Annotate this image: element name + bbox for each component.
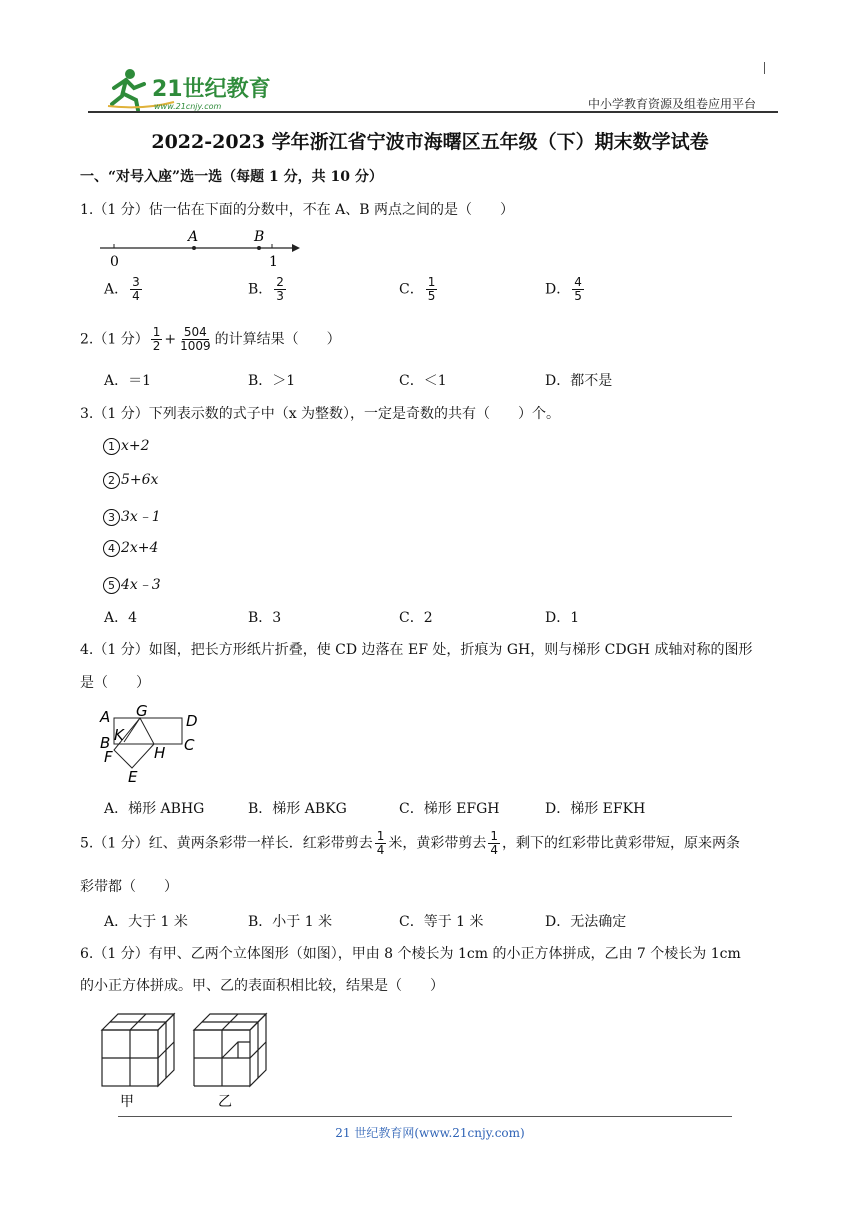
q5-option-b[interactable]: B．小于 1 米 — [248, 914, 333, 930]
q5-option-c[interactable]: C．等于 1 米 — [399, 914, 484, 930]
fold-rectangle-figure — [98, 702, 208, 788]
q2-option-b[interactable]: B．＞1 — [248, 373, 296, 389]
q6-stem-line1: 6.（1 分）有甲、乙两个立体图形（如图），甲由 8 个棱长为 1cm 的小正方体拼成，乙由 7 个棱长为 1cm — [80, 946, 741, 962]
q1-stem: 1.（1 分）估一估在下面的分数中，不在 A、B 两点之间的是（ ） — [80, 202, 515, 218]
q3-option-c[interactable]: C．2 — [399, 610, 433, 626]
site-logo — [104, 66, 284, 112]
header-rule — [88, 111, 778, 113]
point-a-label: A — [188, 229, 199, 245]
fig-label-h: H — [154, 744, 166, 762]
q4-option-d[interactable]: D．梯形 EFKH — [545, 801, 646, 817]
q1-option-b[interactable]: B． $\frac{2}{3}$ — [248, 275, 284, 303]
number-line — [96, 224, 306, 270]
axis-one-label: 1 — [269, 254, 278, 270]
q4-option-b[interactable]: B．梯形 ABKG — [248, 801, 347, 817]
fig-label-a: A — [100, 708, 111, 726]
header-mark — [764, 62, 765, 74]
label-jia: 甲 — [120, 1094, 134, 1110]
q4-option-a[interactable]: A．梯形 ABHG — [104, 801, 205, 817]
q5-stem-line1: 5.（1 分）红、黄两条彩带一样长．红彩带剪去 $\frac{1}{4}$ 米，黄彩带剪去 $\frac{1}{4}$ ，剩下的红彩带比黄彩带短，原来两条 — [80, 829, 740, 857]
q3-item-1: 1 x+2 — [103, 438, 150, 455]
q6-stem-line2: 的小正方体拼成。甲、乙的表面积相比较，结果是（ ） — [80, 978, 444, 994]
fig-label-c: C — [184, 736, 195, 754]
q5-option-a[interactable]: A．大于 1 米 — [104, 914, 188, 930]
q1-option-c[interactable]: C． $\frac{1}{5}$ — [399, 275, 436, 303]
q3-option-d[interactable]: D．1 — [545, 610, 580, 626]
fig-label-k: K — [114, 726, 124, 744]
page-title: 2022-2023 学年浙江省宁波市海曙区五年级（下）期末数学试卷 — [151, 131, 709, 153]
site-tagline: 中小学教育资源及组卷应用平台 — [588, 97, 757, 111]
fig-label-g: G — [136, 702, 148, 720]
footer-text: 21 世纪教育网(www.21cnjy.com) — [335, 1126, 525, 1140]
logo-text: 21世纪教育 — [152, 77, 271, 102]
q5-stem-line2: 彩带都（ ） — [80, 879, 178, 895]
fig-label-b: B — [100, 734, 111, 752]
logo-url: www.21cnjy.com — [154, 102, 222, 111]
q3-option-a[interactable]: A．4 — [104, 610, 138, 626]
q3-item-2: 2 5+6x — [103, 472, 158, 489]
q3-option-b[interactable]: B．3 — [248, 610, 282, 626]
q3-stem: 3.（1 分）下列表示数的式子中（x 为整数），一定是奇数的共有（ ）个。 — [80, 406, 561, 422]
axis-zero-label: 0 — [110, 254, 119, 270]
fig-label-d: D — [186, 712, 198, 730]
point-b-label: B — [254, 229, 265, 245]
runner-logo-icon — [104, 66, 284, 112]
q1-option-d[interactable]: D． $\frac{4}{5}$ — [545, 275, 582, 303]
fig-label-f: F — [104, 748, 113, 766]
q3-item-3: 3 3x﹣1 — [103, 506, 161, 526]
q2-option-c[interactable]: C．＜1 — [399, 373, 447, 389]
q5-option-d[interactable]: D．无法确定 — [545, 914, 627, 930]
q4-option-c[interactable]: C．梯形 EFGH — [399, 801, 500, 817]
cube-figures — [98, 1010, 278, 1110]
q2-stem: 2.（1 分） $\frac{1}{2}$ + $\frac{504}{1009}$ 的计算结果（ ） — [80, 325, 341, 353]
section-heading: 一、“对号入座”选一选（每题 1 分，共 10 分） — [80, 169, 383, 185]
footer-rule — [118, 1116, 732, 1117]
q2-option-d[interactable]: D．都不是 — [545, 373, 613, 389]
label-yi: 乙 — [218, 1094, 232, 1110]
q3-item-5: 5 4x﹣3 — [103, 574, 161, 594]
q3-item-4: 4 2x+4 — [103, 540, 158, 557]
q4-stem-line1: 4.（1 分）如图，把长方形纸片折叠，使 CD 边落在 EF 处，折痕为 GH，则与梯形 CDGH 成轴对称的图形 — [80, 642, 753, 658]
fig-label-e: E — [128, 768, 138, 786]
q2-option-a[interactable]: A．＝1 — [104, 373, 152, 389]
q1-option-a[interactable]: A． $\frac{3}{4}$ — [104, 275, 140, 303]
q4-stem-line2: 是（ ） — [80, 675, 150, 691]
